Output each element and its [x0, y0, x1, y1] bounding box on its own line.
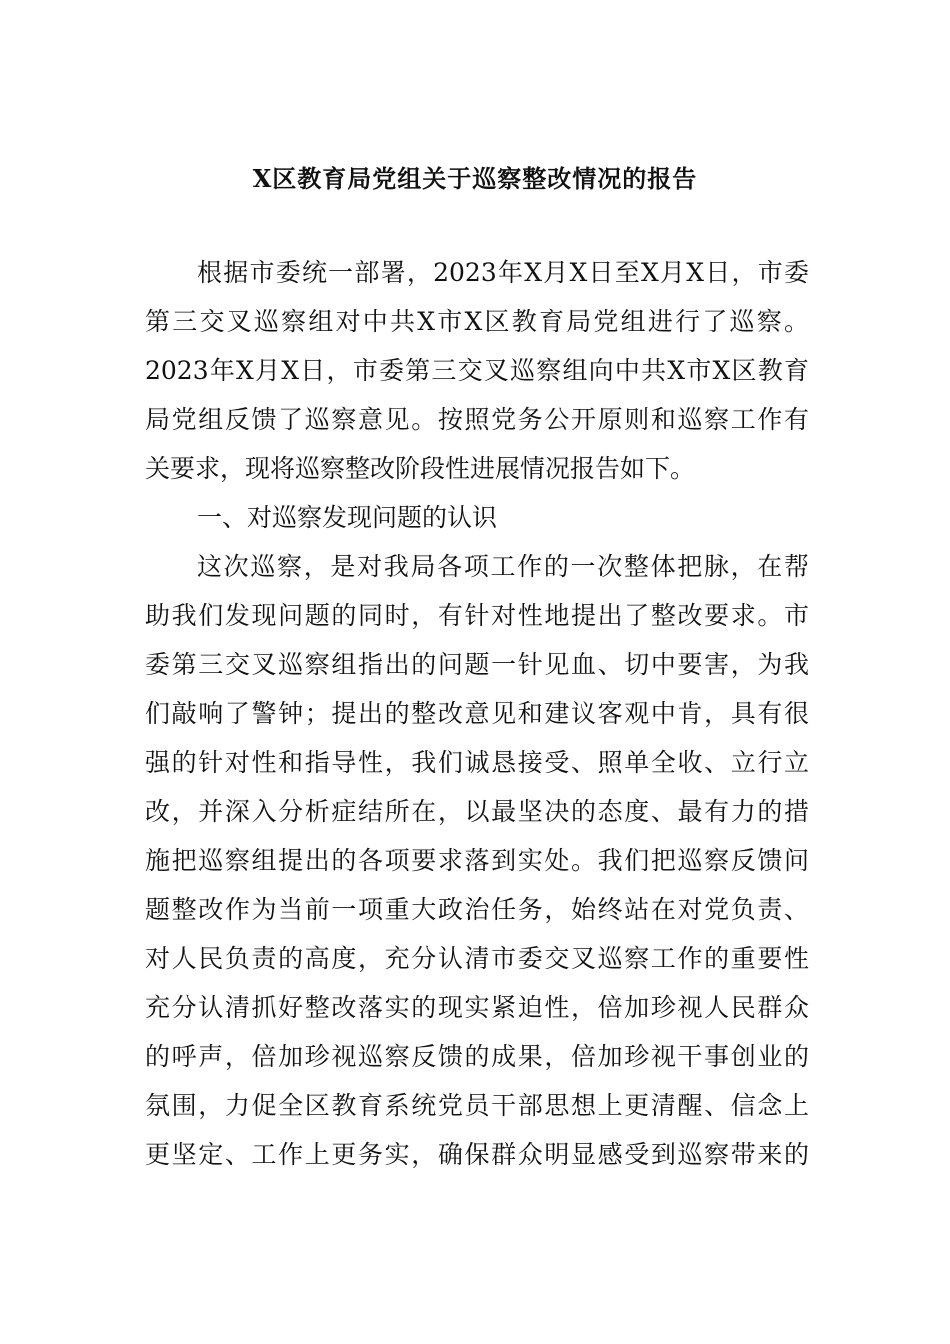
paragraph-1-line-4: 局党组反馈了巡察意见。按照党务公开原则和巡察工作有: [145, 405, 809, 434]
paragraph-2-line-6: 改，并深入分析症结所在，以最坚决的态度、最有力的措: [145, 797, 809, 826]
paragraph-2-line-13: 更坚定、工作上更务实，确保群众明显感受到巡察带来的: [145, 1140, 809, 1169]
paragraph-1-line-3: 2023年X月X日，市委第三交叉巡察组向中共X市X区教育: [145, 356, 809, 385]
paragraph-2-line-10: 充分认清抓好整改落实的现实紧迫性，倍加珍视人民群众: [145, 993, 809, 1022]
paragraph-1-line-1: 根据市委统一部署，2023年X月X日至X月X日，市委: [197, 258, 809, 287]
document-title: X区教育局党组关于巡察整改情况的报告: [252, 164, 698, 193]
paragraph-2-line-4: 们敲响了警钟；提出的整改意见和建议客观中肯，具有很: [145, 699, 809, 728]
paragraph-2-line-1: 这次巡察，是对我局各项工作的一次整体把脉，在帮: [197, 552, 809, 581]
section-heading-1: 一、对巡察发现问题的认识: [197, 503, 498, 532]
paragraph-1-line-2: 第三交叉巡察组对中共X市X区教育局党组进行了巡察。: [145, 307, 809, 336]
paragraph-2-line-7: 施把巡察组提出的各项要求落到实处。我们把巡察反馈问: [145, 846, 809, 875]
paragraph-1-line-5: 关要求，现将巡察整改阶段性进展情况报告如下。: [145, 454, 696, 483]
paragraph-2-line-11: 的呼声，倍加珍视巡察反馈的成果，倍加珍视干事创业的: [145, 1042, 809, 1071]
paragraph-2-line-8: 题整改作为当前一项重大政治任务，始终站在对党负责、: [145, 895, 809, 924]
paragraph-2-line-12: 氛围，力促全区教育系统党员干部思想上更清醒、信念上: [145, 1091, 809, 1120]
document-body: [145, 248, 809, 1179]
paragraph-2-line-3: 委第三交叉巡察组指出的问题一针见血、切中要害，为我: [145, 650, 809, 679]
paragraph-2-line-5: 强的针对性和指导性，我们诚恳接受、照单全收、立行立: [145, 748, 809, 777]
paragraph-2-line-2: 助我们发现问题的同时，有针对性地提出了整改要求。市: [145, 601, 809, 630]
paragraph-2-line-9: 对人民负责的高度，充分认清市委交叉巡察工作的重要性: [145, 944, 809, 973]
